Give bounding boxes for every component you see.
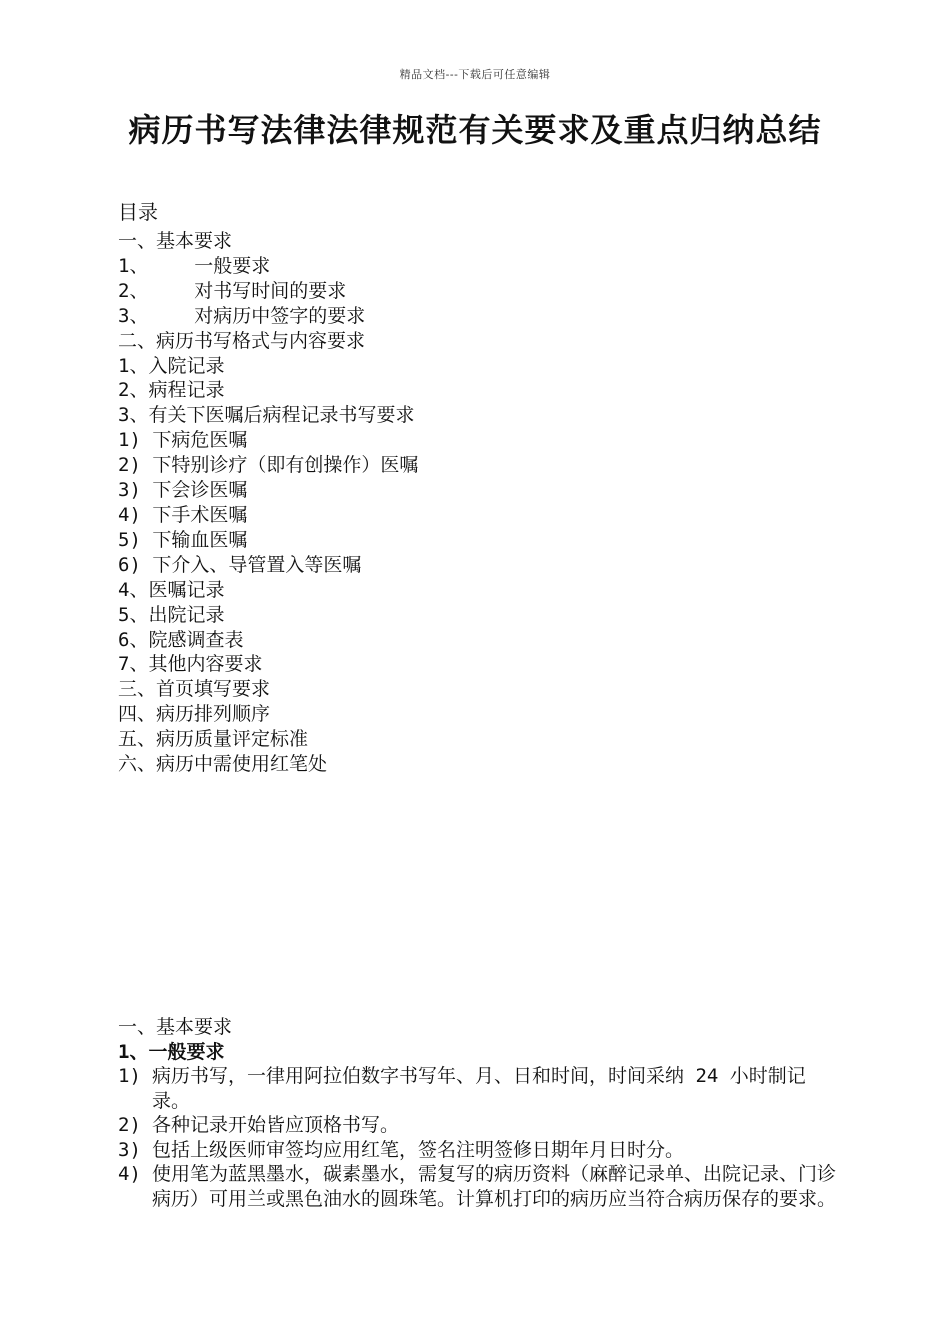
toc-item: 3、有关下医嘱后病程记录书写要求 — [118, 404, 415, 427]
toc-heading: 目录 — [118, 200, 158, 224]
rule-item — [118, 1138, 838, 1163]
rule-number: 3) — [118, 1138, 141, 1161]
toc-item: 4) 下手术医嘱 — [118, 503, 248, 526]
rule-item — [118, 1064, 838, 1113]
rule-item — [118, 1113, 838, 1138]
rule-text: 病历书写，一律用阿拉伯数字书写年、月、日和时间，时间采纳 24 小时制记录。 — [152, 1065, 806, 1112]
rules-list — [118, 1064, 838, 1211]
header-note: 精品文档---下载后可任意编辑 — [399, 68, 551, 81]
toc-item: 五、病历质量评定标准 — [118, 728, 309, 751]
toc-item: 三、首页填写要求 — [118, 678, 271, 701]
toc-item: 1、 一般要求 — [118, 254, 271, 277]
rule-text: 各种记录开始皆应顶格书写。 — [152, 1114, 400, 1136]
toc-item: 2、病程记录 — [118, 379, 225, 402]
toc-item: 3) 下会诊医嘱 — [118, 479, 248, 502]
toc-item: 2) 下特别诊疗（即有创操作）医嘱 — [118, 454, 419, 477]
toc-item: 1、入院记录 — [118, 354, 225, 377]
toc-item: 二、病历书写格式与内容要求 — [118, 329, 366, 352]
toc-item: 四、病历排列顺序 — [118, 703, 271, 726]
toc-item: 5) 下输血医嘱 — [118, 528, 248, 551]
rule-text: 使用笔为蓝黑墨水，碳素墨水，需复写的病历资料（麻醉记录单、出院记录、门诊病历）可用兰或黑色油水的圆珠笔。计算机打印的病历应当符合病历保存的要求。 — [152, 1163, 837, 1210]
toc-item: 7、其他内容要求 — [118, 653, 263, 676]
toc-item: 4、医嘱记录 — [118, 578, 225, 601]
rule-number: 1) — [118, 1065, 141, 1087]
toc-list — [118, 229, 418, 777]
toc-item: 3、 对病历中签字的要求 — [118, 304, 366, 327]
toc-item: 一、基本要求 — [118, 230, 233, 252]
rule-text: 包括上级医师审签均应用红笔，签名注明签修日期年月日时分。 — [152, 1138, 685, 1161]
toc-item: 1) 下病危医嘱 — [118, 429, 248, 452]
toc-item: 6) 下介入、导管置入等医嘱 — [118, 553, 362, 576]
rule-item — [118, 1162, 838, 1211]
toc-item: 6、院感调查表 — [118, 628, 244, 651]
section-heading: 一、基本要求 — [118, 1016, 233, 1038]
rule-number: 2) — [118, 1114, 141, 1136]
document-title: 病历书写法律法律规范有关要求及重点归纳总结 — [128, 111, 822, 149]
rule-number: 4) — [118, 1163, 141, 1185]
toc-item: 2、 对书写时间的要求 — [118, 279, 347, 302]
basic-requirements-section — [118, 1015, 838, 1211]
toc-item: 六、病历中需使用红笔处 — [118, 753, 328, 776]
toc-item: 5、出院记录 — [118, 603, 225, 626]
section-subheading: 1、一般要求 — [118, 1040, 225, 1063]
